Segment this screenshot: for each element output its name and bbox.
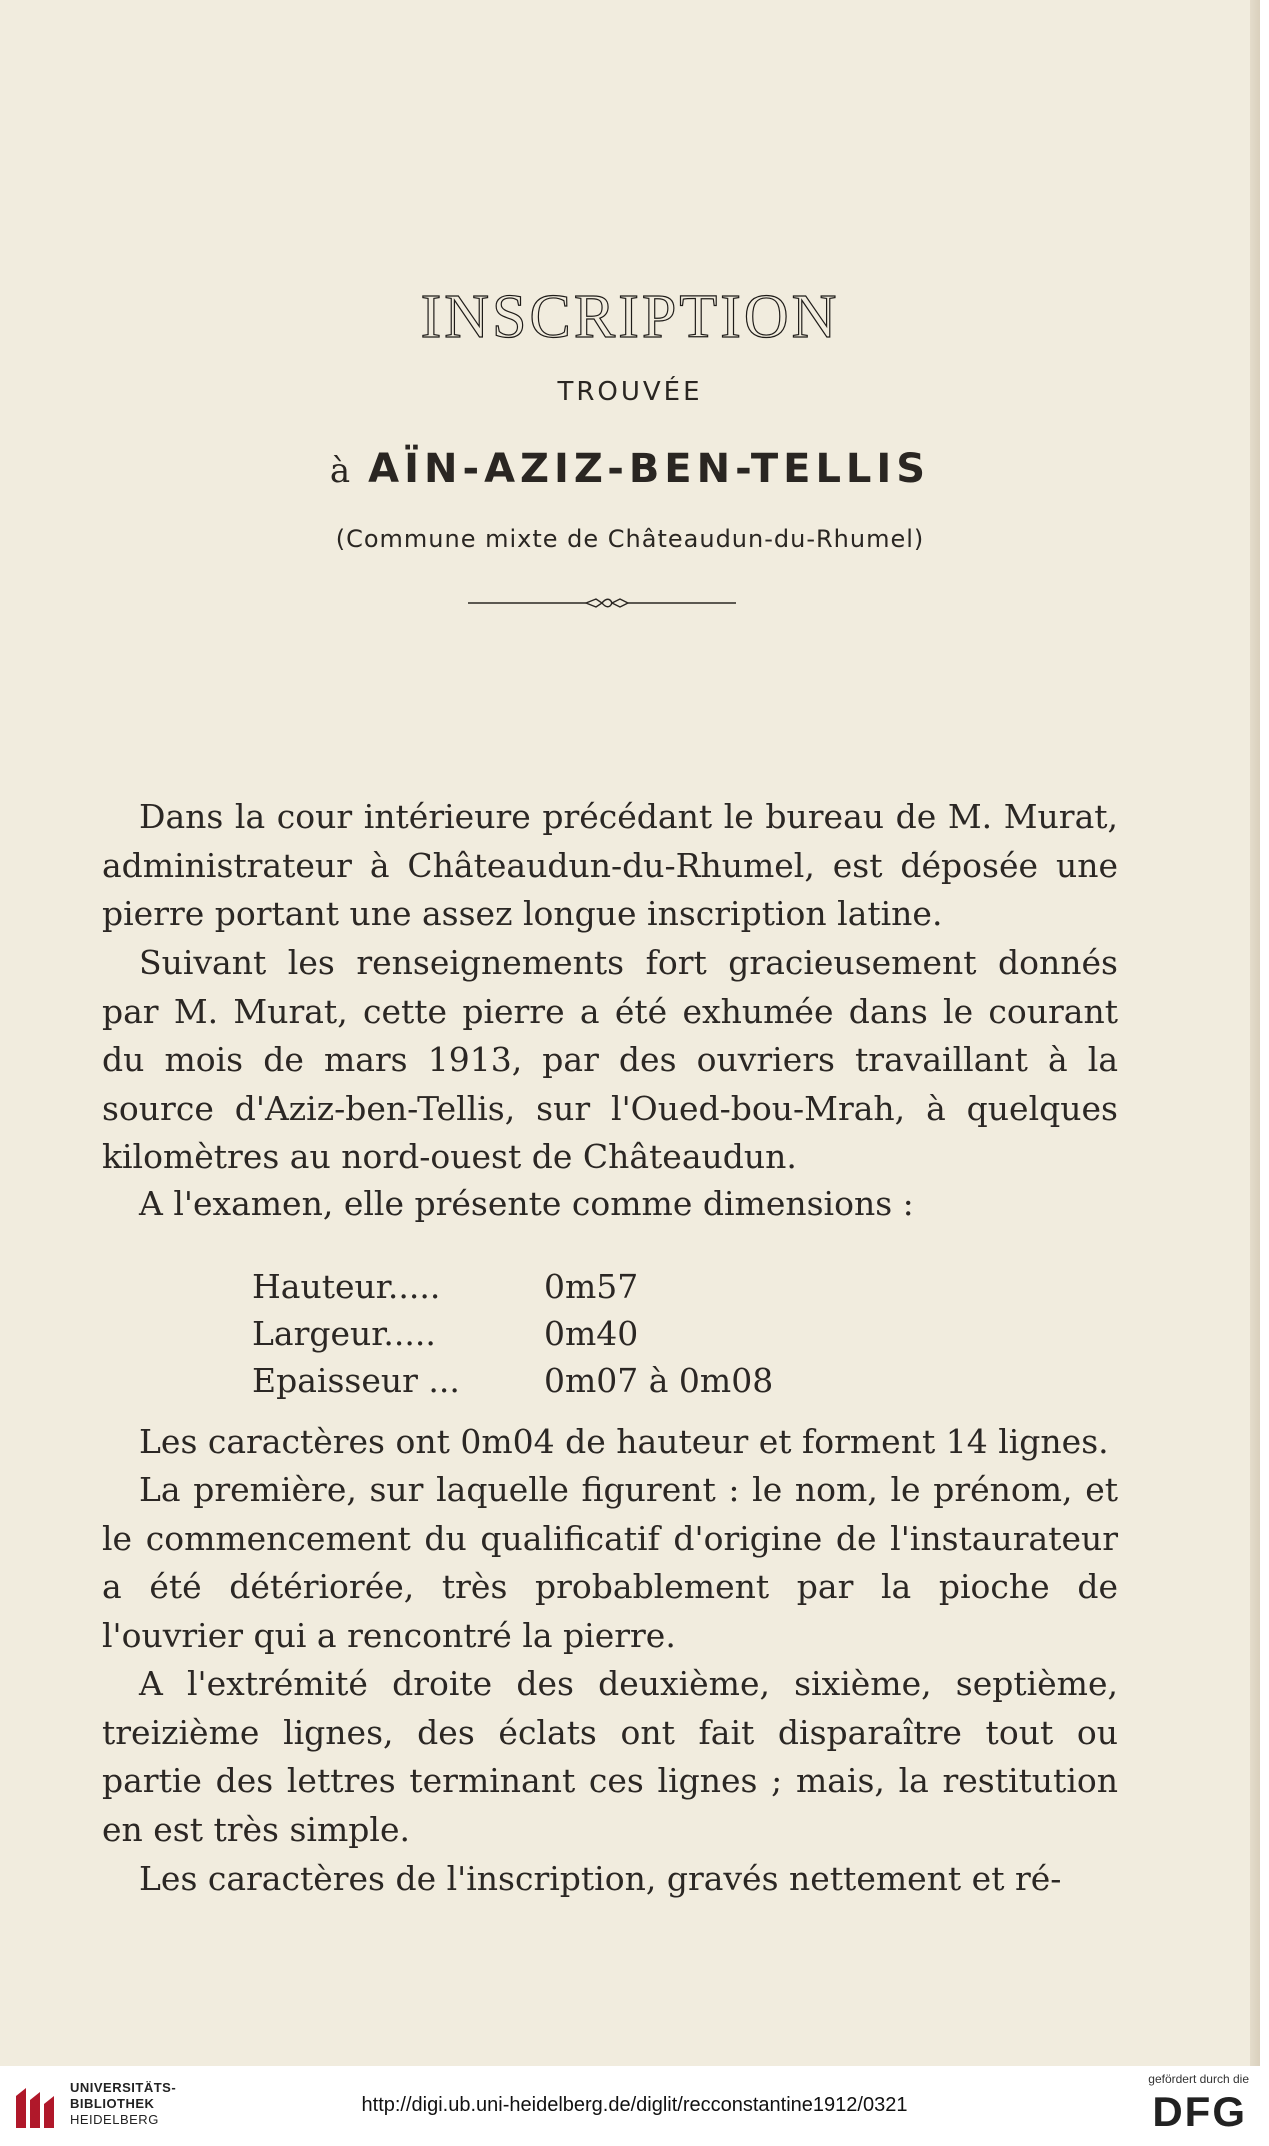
library-name-line: UNIVERSITÄTS-	[70, 2080, 177, 2095]
commune-note: (Commune mixte de Châteaudun-du-Rhumel)	[335, 525, 925, 553]
dimension-value: 0m57	[544, 1267, 639, 1306]
dimension-row	[252, 1357, 952, 1405]
paragraph-7: Les caractères de l'inscription, gravés nettement et ré-	[139, 1859, 1062, 1898]
dimension-label: Largeur.....	[252, 1314, 436, 1353]
dimension-value: 0m07 à 0m08	[544, 1361, 774, 1400]
viewer-footer	[0, 2066, 1269, 2146]
permalink-url[interactable]: http://digi.ub.uni-heidelberg.de/diglit/recconstantine1912/0321	[361, 2094, 908, 2116]
dimension-value: 0m40	[544, 1314, 639, 1353]
subtitle: TROUVÉE	[557, 377, 703, 407]
dimension-label: Epaisseur ...	[252, 1361, 460, 1400]
funder-note: gefördert durch die	[1148, 2072, 1249, 2086]
paragraph-6: A l'extrémité droite des deuxième, sixième, septième, treizième lignes, des éclats ont fait disparaître tout ou partie des lettres terminant ces lignes ; mais, la restitution en est très simple.	[102, 1664, 1118, 1849]
library-name-line: HEIDELBERG	[70, 2112, 159, 2127]
paragraph-5: La première, sur laquelle figurent : le nom, le prénom, et le commencement du qualificatif d'origine de l'instaurateur a été détériorée, très probablement par la pioche de l'ouvrier qui a rencontré la pierre.	[102, 1470, 1118, 1655]
paragraph-2: Suivant les renseignements fort gracieusement donnés par M. Murat, cette pierre a été exhumée dans le courant du mois de mars 1913, par des ouvriers travaillant à la source d'Aziz-ben-Tellis, sur l'Oued-bou-Mrah, à quelques kilomètres au nord-ouest de Châteaudun.	[102, 943, 1118, 1176]
paragraph-4: Les caractères ont 0m04 de hauteur et forment 14 lignes.	[139, 1422, 1109, 1461]
page-title: INSCRIPTION	[420, 283, 840, 351]
dimension-row	[252, 1310, 952, 1358]
paragraph-1: Dans la cour intérieure précédant le bureau de M. Murat, administrateur à Châteaudun-du-Rhumel, est déposée une pierre portant une assez longue inscription latine.	[102, 797, 1118, 933]
library-name-line: BIBLIOTHEK	[70, 2096, 155, 2111]
place-prefix: à	[329, 451, 351, 491]
dimension-label: Hauteur.....	[252, 1267, 441, 1306]
place-heading	[0, 446, 1260, 492]
dfg-logo: DFG	[1152, 2088, 1247, 2135]
paragraph-3: A l'examen, elle présente comme dimensions :	[139, 1184, 914, 1223]
dimension-row	[252, 1263, 952, 1311]
divider-ornament-icon	[468, 596, 736, 610]
place-name: AÏN-AZIZ-BEN-TELLIS	[368, 446, 931, 492]
